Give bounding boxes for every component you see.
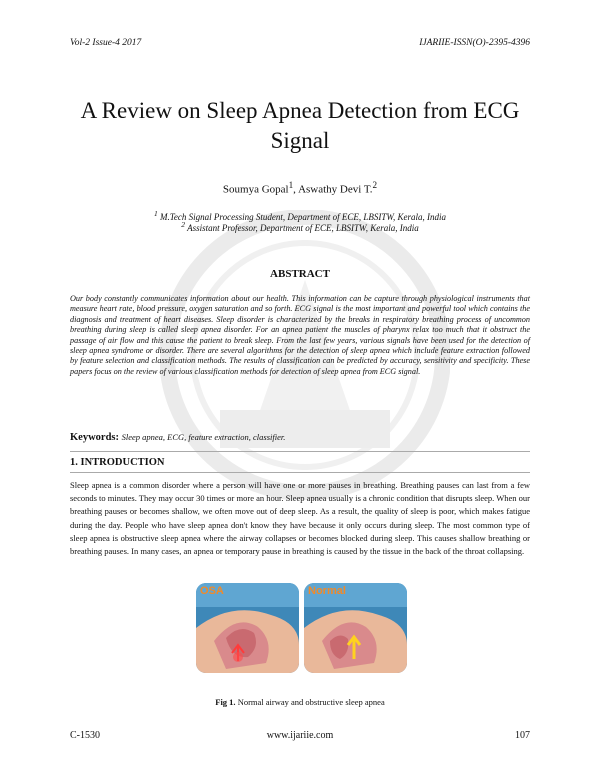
abstract-body: Our body constantly communicates information about our health. This information can be capture through physiological instruments that measure heart rate, blood pressure, oxygen saturation and so forth. ECG signal is the most important and powerful tool which contains the diagnosis and treatment of heart diseases. Sleep disorder is characterized by the breaks in respiratory breathing process of uncommon breathing during sleep is called sleep apnea disorder. For an apnea patient the muscles of pharynx relax too much that it obstruct the passage of air flow and this cause the patient to break sleep. From the last few years, various signals have been used for the detection of sleep apnea syndrome or disorder. There are several algorithms for the detection of sleep apnea which include feature extraction followed by feature selection and classification methods. The results of classification can be predicted by accuracy, sensitivity and specificity. These papers focus on the review of various classification methods for detection of sleep apnea from ECG signal. bbox=[70, 294, 530, 376]
introduction-heading: 1. INTRODUCTION bbox=[70, 457, 165, 468]
running-header-volume: Vol-2 Issue-4 2017 bbox=[70, 38, 142, 48]
abstract-heading: ABSTRACT bbox=[270, 268, 330, 280]
figure-normal-image bbox=[304, 583, 407, 673]
figure-caption-text: Normal airway and obstructive sleep apnea bbox=[235, 697, 385, 707]
author-1: Soumya Gopal bbox=[222, 183, 289, 196]
author-2-sup: 2 bbox=[372, 180, 378, 190]
affiliation-2-sup: 2 bbox=[181, 220, 186, 229]
author-separator: , bbox=[293, 183, 299, 196]
running-header-issn: IJARIIE-ISSN(O)-2395-4396 bbox=[419, 38, 530, 48]
keywords-text: Sleep apnea, ECG, feature extraction, classifier. bbox=[121, 432, 286, 442]
footer-page-number: 107 bbox=[515, 730, 530, 741]
figure-label-osa: OSA bbox=[200, 585, 224, 597]
affiliation-2 bbox=[0, 220, 600, 233]
footer-code: C-1530 bbox=[70, 730, 100, 741]
section-divider-bottom bbox=[70, 472, 530, 473]
author-line bbox=[0, 180, 600, 196]
paper-title: A Review on Sleep Apnea Detection from ECG Signal bbox=[80, 98, 520, 153]
affiliation-1-text: M.Tech Signal Processing Student, Department of ECE, LBSITW, Kerala, India bbox=[160, 212, 446, 222]
author-1-sup: 1 bbox=[288, 180, 294, 190]
figure-label-normal: Normal bbox=[308, 585, 346, 597]
keywords-line bbox=[70, 432, 285, 443]
keywords-label: Keywords: bbox=[70, 432, 119, 443]
author-2: Aswathy Devi T. bbox=[298, 183, 373, 196]
affiliation-1-sup: 1 bbox=[154, 209, 158, 218]
figure-osa-image bbox=[196, 583, 299, 673]
section-divider-top bbox=[70, 451, 530, 452]
affiliation-2-text: Assistant Professor, Department of ECE, LBSITW, Kerala, India bbox=[187, 223, 419, 233]
footer-website: www.ijariie.com bbox=[266, 730, 334, 741]
introduction-body: Sleep apnea is a common disorder where a person will have one or more pauses in breathing. Breathing pauses can last from a few seconds to minutes. They may occur 30 times or more an hour. Sleep apnea usually is a chronic condition that disrupts sleep. When our breathing pauses or becomes shallow, we often move out of deep sleep. As a result, the quality of sleep is poor, which makes fatigue during the day. People who have sleep apnea don't know they have because it only occurs during sleep. The most common type of sleep apnea is obstructive sleep apnea where the airway collapses or becomes blocked during sleep. This causes shallow breathing or breathing pauses. In many cases, an apnea or temporary pause in breathing is caused by the tissue in the back of the throat collapsing. bbox=[70, 480, 531, 557]
figure-caption-number: Fig 1. bbox=[215, 697, 236, 707]
figure-caption bbox=[0, 697, 600, 707]
